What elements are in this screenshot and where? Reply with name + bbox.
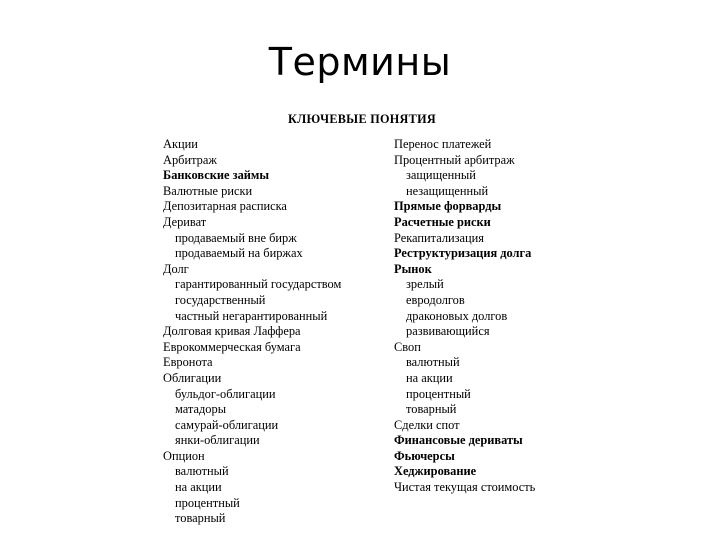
glossary-subterm: продаваемый на биржах: [175, 246, 303, 261]
glossary-term: Рынок: [394, 261, 432, 276]
glossary-term: Рекапитализация: [394, 230, 485, 245]
glossary-subterm: частный негарантированный: [175, 308, 328, 323]
glossary-subterm: процентный: [175, 495, 240, 510]
glossary-term: Акции: [163, 137, 198, 151]
glossary-term: Евронота: [163, 355, 213, 370]
glossary-subterm: драконовых долгов: [406, 308, 508, 323]
glossary-subterm: товарный: [175, 511, 226, 526]
glossary-term: Еврокоммерческая бумага: [163, 339, 301, 354]
glossary-subterm: товарный: [406, 402, 457, 417]
glossary-term: Депозитарная расписка: [163, 199, 287, 214]
glossary-term: Сделки спот: [394, 417, 460, 432]
scanned-glossary: [158, 112, 578, 526]
glossary-subterm: янки-облигации: [175, 433, 260, 448]
glossary-right-column: [394, 137, 584, 496]
glossary-term: Финансовые дериваты: [394, 433, 523, 448]
glossary-subterm: зрелый: [406, 277, 444, 292]
glossary-term: Процентный арбитраж: [394, 152, 515, 167]
glossary-term: Долг: [163, 261, 189, 276]
glossary-subterm: валютный: [406, 355, 460, 370]
glossary-term: Перенос платежей: [394, 137, 492, 151]
glossary-heading: КЛЮЧЕВЫЕ ПОНЯТИЯ: [288, 112, 436, 126]
glossary-subterm: государственный: [175, 292, 266, 307]
glossary-subterm: самурай-облигации: [175, 417, 279, 432]
glossary-term: Банковские займы: [163, 168, 270, 183]
glossary-term: Расчетные риски: [394, 214, 491, 229]
glossary-subterm: на акции: [175, 480, 222, 495]
glossary-subterm: процентный: [406, 386, 471, 401]
slide-title: Термины: [268, 40, 452, 84]
glossary-term: Облигации: [163, 370, 222, 385]
glossary-term: Хеджирование: [394, 464, 477, 479]
glossary-left-column: [163, 137, 388, 527]
glossary-subterm: защищенный: [406, 168, 476, 183]
glossary-term: Валютные риски: [163, 183, 253, 198]
glossary-subterm: валютный: [175, 464, 229, 479]
glossary-subterm: продаваемый вне бирж: [175, 230, 297, 245]
glossary-term: Фьючерсы: [394, 448, 455, 463]
glossary-subterm: гарантированный государством: [175, 277, 342, 292]
glossary-term: Своп: [394, 339, 421, 354]
glossary-term: Дериват: [163, 214, 207, 229]
glossary-term: Реструктуризация долга: [394, 246, 532, 261]
glossary-subterm: незащищенный: [406, 183, 489, 198]
glossary-subterm: на акции: [406, 370, 453, 385]
glossary-subterm: бульдог-облигации: [175, 386, 276, 401]
glossary-subterm: развивающийся: [406, 324, 490, 339]
glossary-subterm: матадоры: [175, 402, 227, 417]
glossary-term: Прямые форварды: [394, 199, 502, 214]
glossary-term: Долговая кривая Лаффера: [163, 324, 301, 339]
glossary-subterm: евродолгов: [406, 292, 465, 307]
glossary-term: Опцион: [163, 448, 205, 463]
glossary-term: Арбитраж: [163, 152, 217, 167]
glossary-term: Чистая текущая стоимость: [394, 480, 536, 495]
